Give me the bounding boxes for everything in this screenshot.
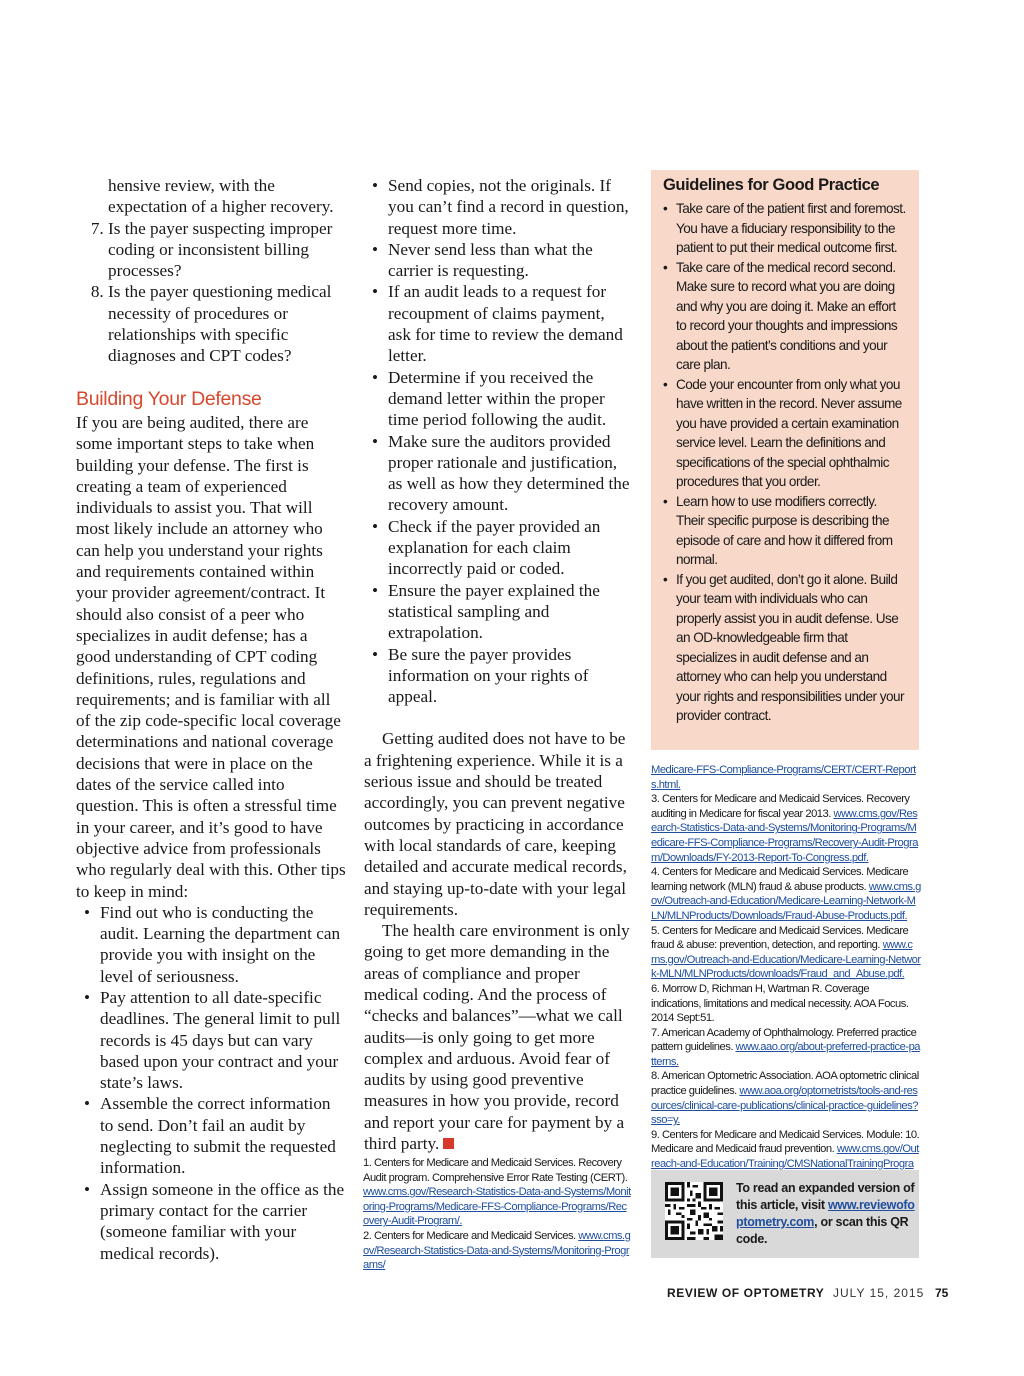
- article-column-1: [76, 175, 346, 1264]
- list-item: • Make sure the auditors provided proper rationale and justification, as well as how they determined the recovery amount.: [364, 431, 630, 516]
- body-paragraph: [364, 920, 630, 1154]
- list-item: • Take care of the medical record second. Make sure to record what you are doing and why you are doing it. Make an effort to record your thoughts and impressions about the patient’s conditions and your care plan.: [663, 258, 907, 375]
- list-item: • Never send less than what the carrier is requesting.: [364, 239, 630, 282]
- reference-item: 6. Morrow D, Richman H, Wartman R. Coverage indications, limitations and medical necessity. AOA Focus. 2014 Sept:51.: [651, 982, 909, 1025]
- numbered-list: [76, 218, 346, 367]
- website-link[interactable]: www.reviewofoptometry.com: [736, 1198, 915, 1229]
- list-item: • Assemble the correct information to send. Don’t fail an audit by neglecting to submit the requested information.: [76, 1093, 346, 1178]
- list-item: • Check if the payer provided an explanation for each claim incorrectly paid or coded.: [364, 516, 630, 580]
- qr-callout-text: To read an expanded version of this article, visit www.reviewofoptometry.com, or scan this QR code.: [736, 1181, 915, 1246]
- list-item: • Determine if you received the demand letter within the proper time period following the audit.: [364, 367, 630, 431]
- body-paragraph: Getting audited does not have to be a frightening experience. While it is a serious issue and should be treated accordingly, you can prevent negative outcomes by practicing in accordance with local standards of care, keeping detailed and accurate medical records, and staying up-to-date with your legal requirements.: [364, 729, 627, 919]
- page-footer: [660, 1286, 950, 1304]
- article-column-2: [364, 175, 630, 1154]
- reference-item: 8. American Optometric Association. AOA optometric clinical practice guidelines. www.aoa.org/optometrists/tools-and-resources/clinical-care-publications/clinical-practice-guidelines?sso=y.: [651, 1070, 919, 1127]
- list-item: • Assign someone in the office as the primary contact for the carrier (someone familiar with your medical records).: [76, 1179, 346, 1264]
- reference-link[interactable]: www.aoa.org/optometrists/tools-and-resources/clinical-care-publications/clinical-practice-guidelines?sso=y.: [651, 1085, 918, 1127]
- magazine-name: REVIEW OF OPTOMETRY: [667, 1286, 825, 1300]
- reference-item: 5. Centers for Medicare and Medicaid Services. Medicare fraud & abuse: prevention, detection, and reporting. www.cms.gov/Outreach-and-Education/Medicare-Learning-Network-MLN/MLNProducts/downloads/Fraud_and_Abuse.pdf.: [651, 924, 921, 981]
- list-item: • If you get audited, don’t go it alone. Build your team with individuals who can properly assist you in audit defense. Use an OD-knowledgeable firm that specializes in audit defense and an attorney who can help you understand your rights and responsibilities under your provider contract.: [663, 570, 907, 726]
- issue-date: JULY 15, 2015: [833, 1286, 925, 1300]
- reference-link[interactable]: www.cms.gov/Research-Statistics-Data-and-Systems/Monitoring-Programs/: [363, 1229, 631, 1272]
- list-item: 8. Is the payer questioning medical necessity of procedures or relationships with specific diagnoses and CPT codes?: [108, 281, 346, 366]
- list-item: • Code your encounter from only what you have written in the record. Never assume you have provided a certain examination service level. Learn the definitions and specifications of the special ophthalmic procedures that you order.: [663, 375, 907, 492]
- closing-text: The health care environment is only going to get more demanding in the areas of compliance and proper medical coding. And the process of “checks and balances”—what we call audits—is only going to get more complex and arduous. Avoid fear of audits by using good preventive measures in how you provide, record and report your care for payment by a third party.: [364, 921, 630, 1154]
- list-item: • Learn how to use modifiers correctly. Their specific purpose is describing the episode of care and how it differed from normal.: [663, 492, 907, 570]
- references-right: [651, 763, 921, 1201]
- list-item: • If an audit leads to a request for recoupment of claims payment, ask for time to review the demand letter.: [364, 281, 630, 366]
- continued-paragraph: hensive review, with the expectation of a higher recovery.: [108, 176, 334, 217]
- body-paragraph: If you are being audited, there are some important steps to take when building your defense. The first is creating a team of experienced individuals to assist you. That will most likely include an attorney who can help you understand your rights and requirements contained within your provider agreement/contract. It should also consist of a peer who specializes in audit defense; has a good understanding of CPT coding definitions, rules, regulations and requirements; and is familiar with all of the zip code-specific local coverage determinations and national coverage decisions that were in place on the dates of the service called into question. This is often a stressful time in your career, and it’s good to have objective advice from professionals who regularly deal with this. Other tips to keep in mind:: [76, 412, 346, 901]
- page-number: 75: [935, 1286, 949, 1300]
- reference-link[interactable]: www.cms.gov/Outreach-and-Education/Medicare-Learning-Network-MLN/MLNProducts/Downloads/Fraud-Abuse-Products.pdf.: [651, 880, 921, 922]
- qr-callout: [651, 1170, 919, 1258]
- end-of-article-mark: [443, 1138, 454, 1149]
- reference-link[interactable]: Medicare-FFS-Compliance-Programs/CERT/CERT-Reports.html.: [651, 764, 916, 791]
- section-heading: Building Your Defense: [76, 387, 262, 410]
- reference-item: 3. Centers for Medicare and Medicaid Services. Recovery auditing in Medicare for fiscal year 2013. www.cms.gov/Research-Statistics-Data-and-Systems/Monitoring-Programs/Medicare-FFS-Compliance-Programs/Recovery-Audit-Program/Downloads/FY-2013-Report-To-Congress.pdf.: [651, 793, 918, 864]
- reference-link[interactable]: www.cms.gov/Outreach-and-Education/Training/CMSNationalTrainingProgra: [651, 1143, 919, 1171]
- reference-item: 4. Centers for Medicare and Medicaid Services. Medicare learning network (MLN) fraud & abuse products. www.cms.gov/Outreach-and-Education/Medicare-Learning-Network-MLN/MLNProducts/Downloads/Fraud-Abuse-Products.pdf.: [651, 866, 921, 922]
- list-item: 7. Is the payer suspecting improper coding or inconsistent billing processes?: [108, 218, 346, 282]
- reference-item: 2. Centers for Medicare and Medicaid Services. www.cms.gov/Research-Statistics-Data-and-Systems/Monitoring-Programs/: [363, 1229, 631, 1272]
- reference-link[interactable]: www.cms.gov/Research-Statistics-Data-and-Systems/Monitoring-Programs/Medicare-FFS-Compliance-Programs/Recovery-Audit-Program/.: [363, 1186, 631, 1228]
- reference-link[interactable]: www.cms.gov/Outreach-and-Education/Medicare-Learning-Network-MLN/MLNProducts/downloads/Fraud_and_Abuse.pdf.: [651, 939, 921, 981]
- list-item: • Send copies, not the originals. If you can’t find a record in question, request more time.: [364, 175, 630, 239]
- list-item: • Take care of the patient first and foremost. You have a fiduciary responsibility to the patient to put their medical outcome first.: [663, 199, 907, 258]
- sidebar-list: [663, 199, 907, 726]
- references-left: [363, 1156, 631, 1273]
- reference-item: 9. Centers for Medicare and Medicaid Services. Module: 10. Medicare and Medicaid fraud prevention. www.cms.gov/Outreach-and-Education/Training/CMSNationalTrainingProgra: [651, 1128, 921, 1201]
- qr-code-icon[interactable]: [665, 1182, 723, 1240]
- reference-link[interactable]: www.aao.org/about-preferred-practice-patterns.: [651, 1041, 921, 1068]
- list-item: • Ensure the payer explained the statistical sampling and extrapolation.: [364, 580, 630, 644]
- list-item: • Find out who is conducting the audit. Learning the department can provide you with insight on the level of seriousness.: [76, 902, 346, 987]
- tips-list: [76, 902, 346, 1264]
- list-item: • Pay attention to all date-specific deadlines. The general limit to pull records is 45 days but can vary based upon your contract and your state’s laws.: [76, 987, 346, 1093]
- reference-item: 7. American Academy of Ophthalmology. Preferred practice pattern guidelines. www.aao.org/about-preferred-practice-patterns.: [651, 1026, 921, 1068]
- guidelines-sidebar: [651, 170, 919, 750]
- tips-list: [364, 175, 630, 707]
- reference-item: 1. Centers for Medicare and Medicaid Services. Recovery Audit program. Comprehensive Error Rate Testing (CERT). www.cms.gov/Research-Statistics-Data-and-Systems/Monitoring-Programs/Medicare-FFS-Compliance-Programs/Recovery-Audit-Program/.: [363, 1157, 631, 1228]
- sidebar-title: Guidelines for Good Practice: [663, 176, 880, 194]
- list-item: • Be sure the payer provides information on your rights of appeal.: [364, 644, 630, 708]
- reference-item: [651, 763, 921, 792]
- reference-link[interactable]: www.cms.gov/Research-Statistics-Data-and-Systems/Monitoring-Programs/Medicare-FFS-Compliance-Programs/Recovery-Audit-Program/Downloads/FY-2013-Report-To-Congress.pdf.: [651, 807, 918, 864]
